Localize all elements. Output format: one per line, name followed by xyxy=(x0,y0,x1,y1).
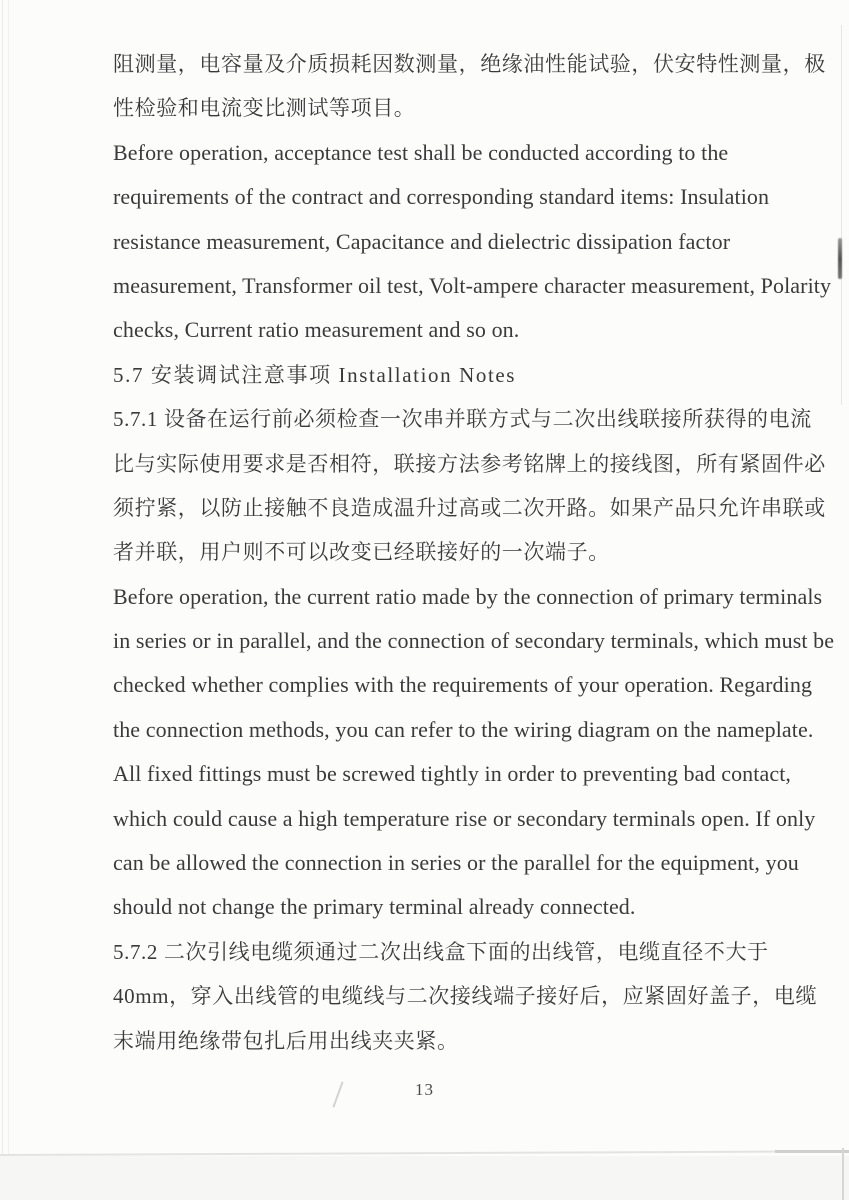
text-line: 比与实际使用要求是否相符，联接方法参考铭牌上的接线图，所有紧固件必 xyxy=(113,451,826,476)
text-line: 须拧紧，以防止接触不良造成温升过高或二次开路。如果产品只允许串联或 xyxy=(113,495,826,520)
text-line: 阻测量，电容量及介质损耗因数测量，绝缘油性能试验，伏安特性测量，极 xyxy=(113,52,826,76)
page-number: 13 xyxy=(415,1080,434,1099)
text-line: 末端用绝缘带包扎后用出线夹夹紧。 xyxy=(113,1028,459,1053)
text-line: can be allowed the connection in series or the parallel for the equipment, you xyxy=(113,850,799,876)
scan-artifact-bottom-line xyxy=(0,1150,849,1156)
text-line: the connection methods, you can refer to the wiring diagram on the nameplate. xyxy=(113,716,814,742)
text-line: checked whether complies with the requirements of your operation. Regarding xyxy=(113,672,813,698)
text-line: measurement, Transformer oil test, Volt-ampere character measurement, Polarity xyxy=(113,272,832,298)
text-line: 40mm，穿入出线管的电缆线与二次接线端子接好后，应紧固好盖子，电缆 xyxy=(113,984,818,1009)
text-line: Before operation, acceptance test shall be conducted according to the xyxy=(113,139,729,165)
document-body xyxy=(113,42,835,1063)
text-line: resistance measurement, Capacitance and dielectric dissipation factor xyxy=(113,228,731,254)
text-line: Before operation, the current ratio made by the connection of primary terminals xyxy=(113,583,823,609)
text-line: 性检验和电流变比测试等项目。 xyxy=(113,96,416,121)
text-line: in series or in parallel, and the connection of secondary terminals, which must be xyxy=(113,628,835,654)
scan-artifact-left-line-2 xyxy=(8,0,9,1200)
text-line: 5.7.1 设备在运行前必须检查一次串并联方式与二次出线联接所获得的电流 xyxy=(113,407,812,432)
text-line: 者并联，用户则不可以改变已经联接好的一次端子。 xyxy=(113,540,610,565)
scan-artifact-right-edge-line xyxy=(841,25,842,405)
text-line: 5.7.2 二次引线电缆须通过二次出线盒下面的出线管，电缆直径不大于 xyxy=(113,939,769,964)
scan-artifact-page-bottom-edge-area xyxy=(0,1156,849,1200)
text-line: 5.7 安装调试注意事项 Installation Notes xyxy=(113,362,517,387)
scan-artifact-right-dash xyxy=(838,238,842,279)
scan-artifact-left-line-1 xyxy=(2,0,3,1200)
scan-artifact-bottom-line-dark-segment xyxy=(775,1150,849,1153)
text-line: which could cause a high temperature rise or secondary terminals open. If only xyxy=(113,805,816,831)
scan-artifact-right-bottom-line xyxy=(842,1148,844,1200)
text-line: checks, Current ratio measurement and so on. xyxy=(113,317,520,343)
text-line: All fixed fittings must be screwed tightly in order to preventing bad contact, xyxy=(113,761,792,787)
text-line: should not change the primary terminal already connected. xyxy=(113,894,636,920)
text-line: requirements of the contract and corresponding standard items: Insulation xyxy=(113,184,770,210)
